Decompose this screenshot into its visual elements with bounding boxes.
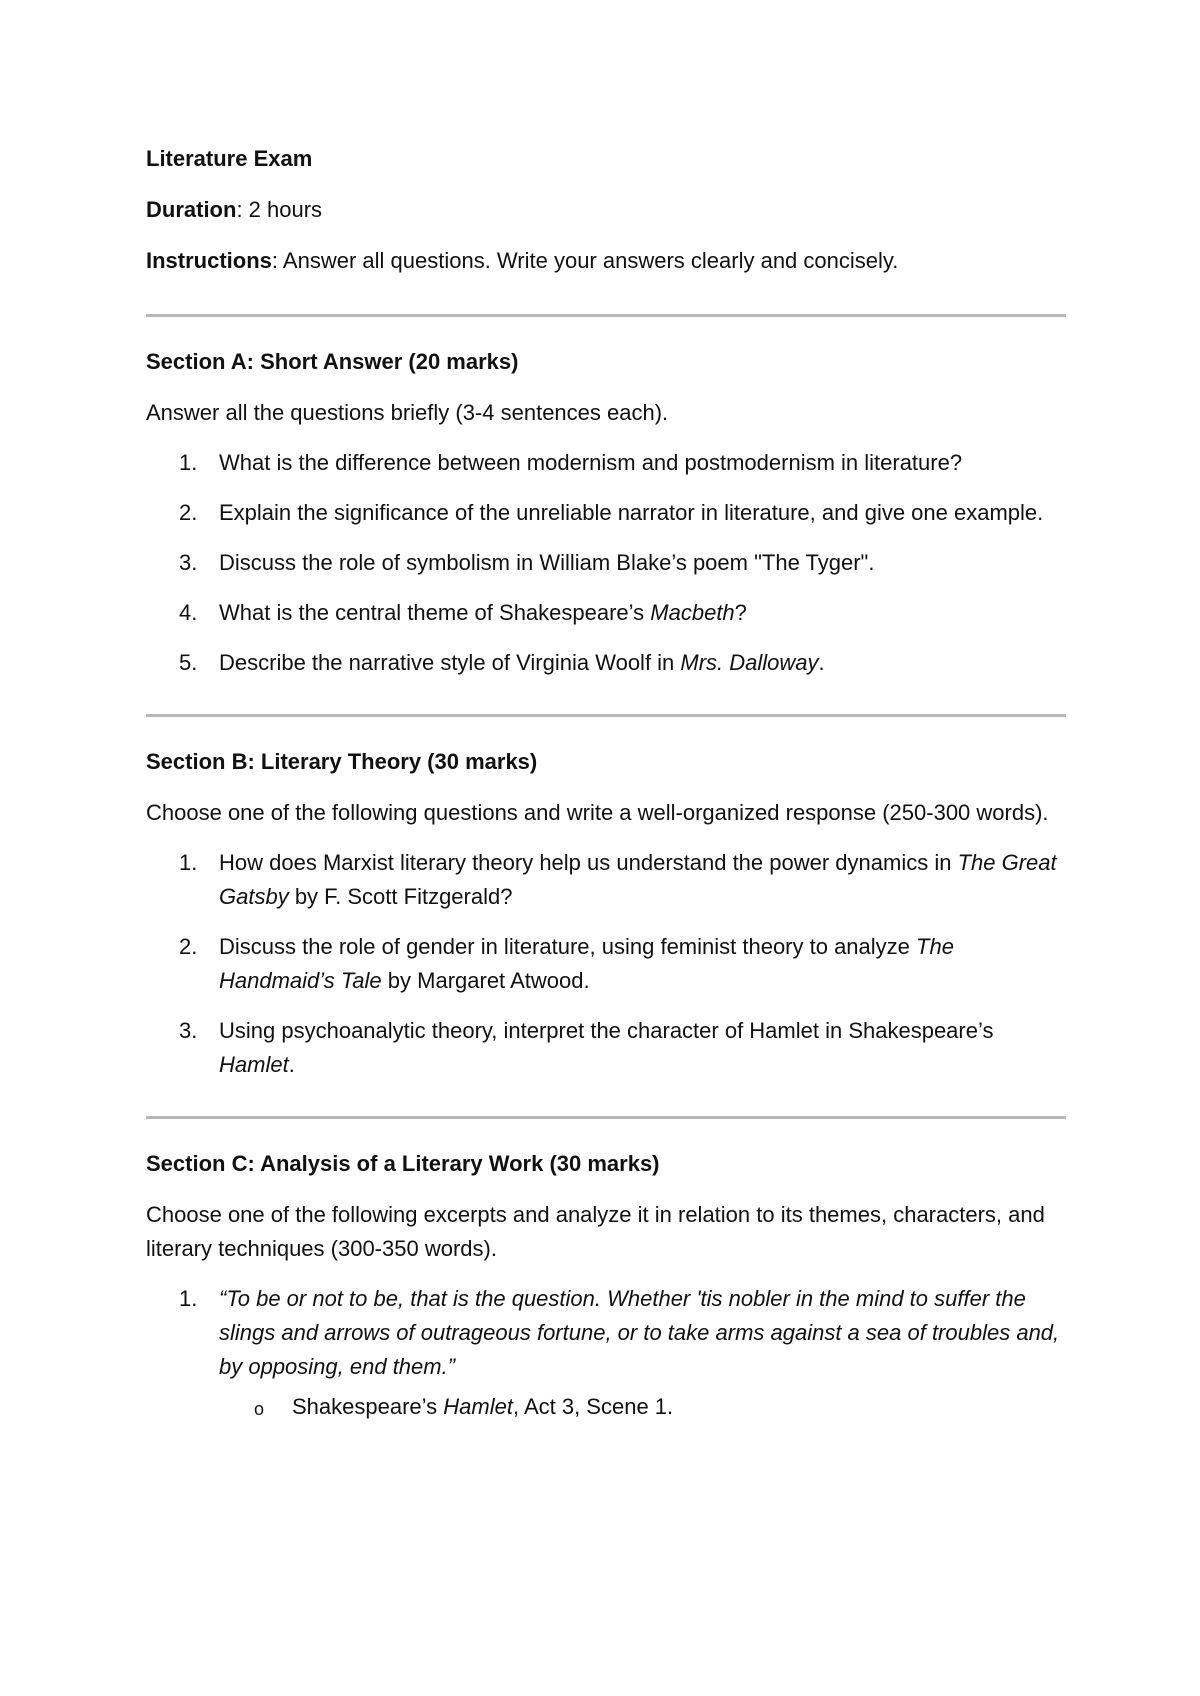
document-body <box>146 142 1066 1424</box>
circle-bullet-icon: o <box>254 1399 265 1419</box>
section-c-title: Section C: Analysis of a Literary Work (30 marks) <box>146 1151 660 1176</box>
section-b-title: Section B: Literary Theory (30 marks) <box>146 749 538 774</box>
section-a-intro: Answer all the questions briefly (3-4 sentences each). <box>146 400 669 425</box>
question-item: 2. Explain the significance of the unreliable narrator in literature, and give one example. <box>179 500 1044 525</box>
question-item: 1. “To be or not to be, that is the question. Whether 'tis nobler in the mind to suffer the slings and arrows of outrageous fortune, or to take arms against a sea of troubles and, by opposing, end them.” <box>179 1286 1060 1379</box>
work-title: The Handmaid’s Tale <box>219 934 954 993</box>
section-divider <box>146 1116 1066 1119</box>
section-divider <box>146 714 1066 717</box>
question-item: 3. Using psychoanalytic theory, interpret the character of Hamlet in Shakespeare’s Hamlet. <box>179 1018 994 1077</box>
section-a-questions <box>146 446 1066 680</box>
excerpt-source: o Shakespeare’s Hamlet, Act 3, Scene 1. <box>146 1390 1066 1424</box>
question-item: 4. What is the central theme of Shakespeare’s Macbeth? <box>179 600 747 625</box>
instructions-label: Instructions <box>146 248 272 273</box>
question-item: 2. Discuss the role of gender in literature, using feminist theory to analyze The Handmaid’s Tale by Margaret Atwood. <box>179 934 954 993</box>
duration-value: : 2 hours <box>236 197 323 222</box>
question-item: 1. How does Marxist literary theory help us understand the power dynamics in The Great Gatsby by F. Scott Fitzgerald? <box>179 850 1057 909</box>
instructions-value: : Answer all questions. Write your answers clearly and concisely. <box>271 248 899 273</box>
section-c-questions <box>146 1282 1066 1384</box>
section-b-intro: Choose one of the following questions and write a well-organized response (250-300 words). <box>146 800 1049 825</box>
work-title: Hamlet <box>443 1394 513 1419</box>
work-title: Macbeth <box>650 600 735 625</box>
duration-line <box>146 193 1066 227</box>
section-a-title: Section A: Short Answer (20 marks) <box>146 349 519 374</box>
question-item: 1. What is the difference between modernism and postmodernism in literature? <box>179 450 963 475</box>
work-title: Hamlet <box>219 1052 289 1077</box>
question-item: 5. Describe the narrative style of Virginia Woolf in Mrs. Dalloway. <box>179 650 825 675</box>
instructions-line <box>146 244 1066 278</box>
work-title: The Great Gatsby <box>219 850 1057 909</box>
question-item: 3. Discuss the role of symbolism in William Blake’s poem "The Tyger". <box>179 550 875 575</box>
section-c-intro: Choose one of the following excerpts and analyze it in relation to its themes, characters, and literary techniques (300-350 words). <box>146 1202 1045 1261</box>
work-title: Mrs. Dalloway <box>680 650 819 675</box>
section-b-questions <box>146 846 1066 1082</box>
exam-title: Literature Exam <box>146 146 313 171</box>
excerpt-quote: “To be or not to be, that is the question. Whether 'tis nobler in the mind to suffer the slings and arrows of outrageous fortune, or to take arms against a sea of troubles and, by opposing, end them.” <box>219 1286 1060 1379</box>
duration-label: Duration <box>146 197 237 222</box>
section-divider <box>146 314 1066 317</box>
